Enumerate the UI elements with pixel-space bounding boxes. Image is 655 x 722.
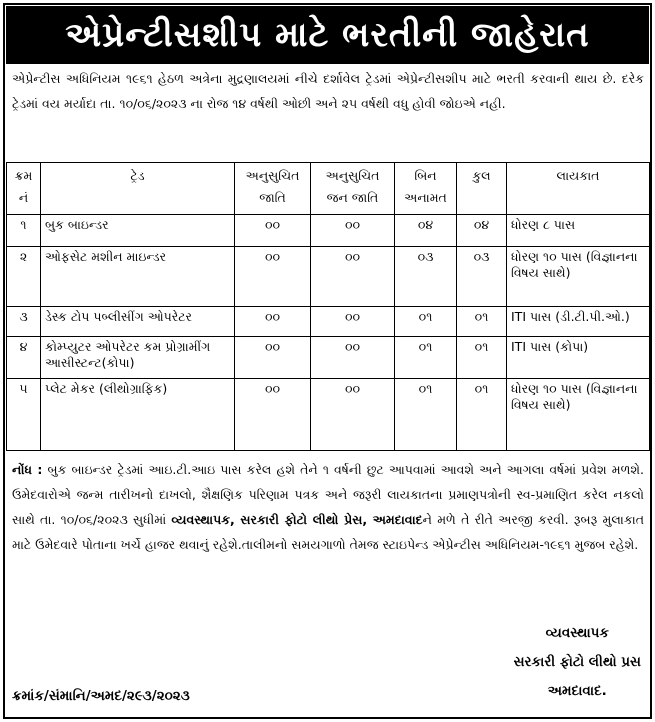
cell-qualification: ધોરણ ૧૦ પાસ (વિજ્ઞાનના વિષય સાથે) — [507, 247, 650, 307]
cell-total: ૦૪ — [457, 215, 507, 247]
cell-sc: ૦૦ — [235, 337, 311, 379]
intro-paragraph: એપ્રેન્ટીસ અધિનિયમ ૧૯૬૧ હેઠળ અત્રેના મુદ્રણાલયમાં નીચે દર્શાવેલ ટ્રેડમાં એપ્રેન્ટીસશીપ માટે ભરતી કરવાની થાય છે. દરેક ટ્રેડમાં વય મર્યાદા તા. ૧૦/૦૬/૨૦૨૩ ના રોજ ૧૪ વર્ષથી ઓછી અને ૨૫ વર્ષથી વધુ હોવી જોઇએ નહી. — [12, 71, 644, 111]
signature-office: સરકારી ફોટો લીથો પ્રસ — [513, 654, 641, 670]
reference-number: ક્રમાંક/સંમાનિ/અમદ/૨૯૩/૨૦૨૩ — [12, 688, 190, 704]
cell-qualification: ધોરણ ૮ પાસ — [507, 215, 650, 247]
cell-st: ૦૦ — [311, 215, 395, 247]
cell-sr: ૩ — [7, 307, 41, 337]
cell-sr: ૫ — [7, 379, 41, 451]
cell-total: ૦૧ — [457, 337, 507, 379]
cell-st: ૦૦ — [311, 379, 395, 451]
cell-trade: કોમ્પ્યુટર ઓપરેટર કમ પ્રોગ્રામીંગ આસીસ્ટન્ટ(કોપા) — [41, 337, 235, 379]
note-label: નોંધ : — [12, 462, 43, 477]
note-paragraph — [12, 457, 644, 557]
cell-trade: પ્લેટ મેકર (લીથોગ્રાફિક) — [41, 379, 235, 451]
cell-st: ૦૦ — [311, 307, 395, 337]
cell-total: ૦૧ — [457, 307, 507, 337]
cell-trade: ઓફસેટ મશીન માઇન્ડર — [41, 247, 235, 307]
note-office-address: વ્યવસ્થાપક, સરકારી ફોટો લીથો પ્રેસ, અમદાવાદ — [171, 512, 423, 527]
cell-sr: ૪ — [7, 337, 41, 379]
cell-st: ૦૦ — [311, 247, 395, 307]
table-row — [7, 379, 650, 451]
table-row — [7, 337, 650, 379]
cell-sr: ૧ — [7, 215, 41, 247]
cell-sc: ૦૦ — [235, 379, 311, 451]
table-row — [7, 247, 650, 307]
page-title: એપ્રેન્ટીસશીપ માટે ભરતીની જાહેરાત — [6, 6, 649, 64]
cell-qualification: ITI પાસ (કોપા) — [507, 337, 650, 379]
cell-total: ૦૩ — [457, 247, 507, 307]
header-qualification: લાયકાત — [507, 163, 650, 215]
header-unreserved: બિન અનામત — [395, 163, 457, 215]
cell-trade: બુક બાઇન્ડર — [41, 215, 235, 247]
cell-unreserved: ૦૧ — [395, 379, 457, 451]
signature-city: અમદાવાદ. — [547, 683, 607, 699]
table-row — [7, 215, 650, 247]
cell-qualification: ITI પાસ (ડી.ટી.પી.ઓ.) — [507, 307, 650, 337]
cell-trade: ડેસ્ક ટોપ પબ્લીસીંગ ઓપરેટર — [41, 307, 235, 337]
header-sc: અનુસુચિત જાતિ — [235, 163, 311, 215]
cell-unreserved: ૦૧ — [395, 337, 457, 379]
cell-qualification: ધોરણ ૧૦ પાસ (વિજ્ઞાનના વિષય સાથે) — [507, 379, 650, 451]
signature-block — [514, 619, 641, 706]
cell-sc: ૦૦ — [235, 215, 311, 247]
cell-st: ૦૦ — [311, 337, 395, 379]
cell-sr: ૨ — [7, 247, 41, 307]
cell-total: ૦૧ — [457, 379, 507, 451]
cell-sc: ૦૦ — [235, 247, 311, 307]
table-header-row — [7, 163, 650, 215]
note-text: બુક બાઇન્ડર ટ્રેડમાં આઇ.ટી.આઇ પાસ કરેલ હશે તેને ૧ વર્ષની છુટ આપવામાં આવશે અને આગલા વર્ષમાં પ્રવેશ મળશે. ઉમેદવારોએ જન્મ તારીખનો દાખલો, શૈક્ષણિક પરિણામ પત્રક અને જરૂરી લાયકાતના પ્રમાણપત્રોની સ્વ-પ્રમાણિત કરેલ નકલો સાથે તા. ૧૦/૦૬/૨૦૨૩ સુધીમાં — [12, 462, 644, 527]
cell-unreserved: ૦૧ — [395, 307, 457, 337]
header-sr: ક્રમ નં — [7, 163, 41, 215]
header-st: અનુસુચિત જન જાતિ — [311, 163, 395, 215]
cell-sc: ૦૦ — [235, 307, 311, 337]
trades-table — [6, 162, 650, 451]
header-total: કુલ — [457, 163, 507, 215]
table-row — [7, 307, 650, 337]
cell-unreserved: ૦૪ — [395, 215, 457, 247]
note-text-continued: ને મળે તે રીતે અરજી કરવી. રૂબરૂ મુલાકાત માટે ઉમેદવારે પોતાના ખર્ચે હાજર થવાનું રહેશે.તાલીમનો સમયગાળો તેમજ સ્ટાઇપેન્ડ એપ્રેન્ટીસ અધિનિયમ-૧૯૬૧ મુજબ રહેશે. — [12, 512, 645, 552]
header-trade: ટ્રેડ — [41, 163, 235, 215]
cell-unreserved: ૦૩ — [395, 247, 457, 307]
signature-designation: વ્યવસ્થાપક — [545, 625, 609, 641]
